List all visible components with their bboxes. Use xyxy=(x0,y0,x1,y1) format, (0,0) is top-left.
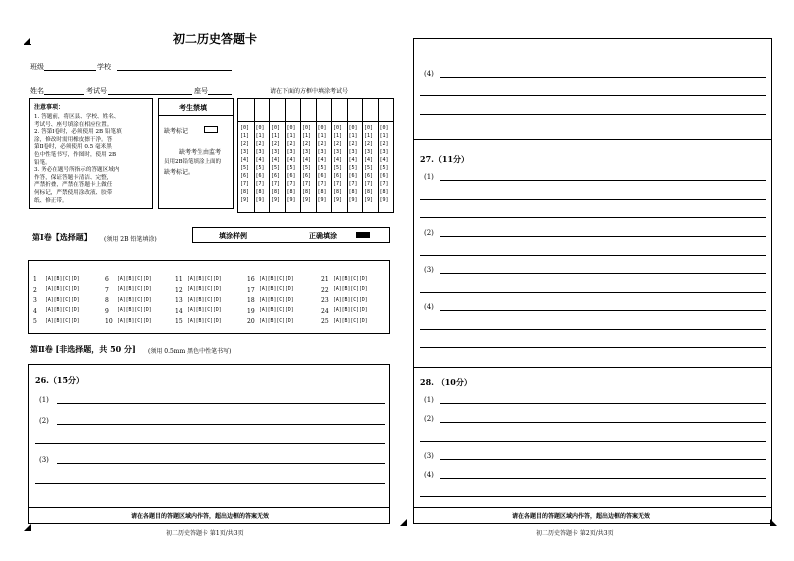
mc-question-number: 7 xyxy=(105,286,109,294)
mc-option-bubbles[interactable]: [A][B][C][D] xyxy=(45,297,80,303)
page-title: 初二历史答题卡 xyxy=(173,32,258,46)
exam-digit-bubble[interactable]: [4] xyxy=(364,157,374,163)
q28-part3-label: (3) xyxy=(424,452,434,460)
mc-option-bubbles[interactable]: [A][B][C][D] xyxy=(259,308,294,313)
exam-digit-bubble[interactable]: [7] xyxy=(333,181,343,187)
mc-option-bubbles[interactable]: [A][B][C][D] xyxy=(45,287,80,292)
exam-digit-bubble[interactable]: [2] xyxy=(240,141,250,147)
exam-digit-bubble[interactable]: [6] xyxy=(379,173,389,179)
mc-question-number: 4 xyxy=(33,307,37,315)
mc-question-number: 21 xyxy=(321,276,329,283)
mc-option-bubbles[interactable]: [A][B][C][D] xyxy=(333,287,368,292)
exam-digit-bubble[interactable]: [6] xyxy=(240,173,250,179)
exam-digit-bubble[interactable]: [0] xyxy=(333,125,343,131)
exam-digit-bubble[interactable]: [3] xyxy=(271,149,281,155)
mc-option-bubbles[interactable]: [A][B][C][D] xyxy=(333,297,368,303)
mc-question-number: 1 xyxy=(33,276,37,283)
exam-digit-bubble[interactable]: [3] xyxy=(255,149,265,155)
exam-digit-bubble[interactable]: [3] xyxy=(379,149,389,155)
page-footer: 初二历史答题卡 第2页/共3页 xyxy=(536,530,614,537)
exam-digit-bubble[interactable]: [1] xyxy=(286,133,296,139)
exam-digit-bubble[interactable]: [8] xyxy=(302,189,312,195)
exam-digit-bubble[interactable]: [9] xyxy=(302,197,312,203)
mc-option-bubbles[interactable]: [A][B][C][D] xyxy=(117,318,152,324)
answer-line[interactable] xyxy=(440,310,766,311)
exam-digit-bubble[interactable]: [9] xyxy=(333,197,343,203)
absent-desc-3: 缺考标记。 xyxy=(164,169,195,176)
q28-part4-label: (4) xyxy=(424,471,434,479)
notes-line: 涂，修改时需用橡皮擦干净。答 xyxy=(34,136,113,143)
mc-option-bubbles[interactable]: [A][B][C][D] xyxy=(333,276,368,282)
exam-digit-bubble[interactable]: [3] xyxy=(348,149,358,155)
mc-option-bubbles[interactable]: [A][B][C][D] xyxy=(117,308,152,313)
mc-option-bubbles[interactable]: [A][B][C][D] xyxy=(117,276,152,282)
exam-digit-bubble[interactable]: [0] xyxy=(302,125,312,131)
exam-digit-bubble[interactable]: [8] xyxy=(255,189,265,195)
mc-question-number: 10 xyxy=(105,318,113,325)
mc-question-number: 17 xyxy=(247,286,255,294)
absent-desc-2: 员用2B铅笔填涂上面的 xyxy=(164,159,222,165)
answer-line[interactable] xyxy=(420,217,766,218)
exam-digit-bubble[interactable]: [3] xyxy=(364,149,374,155)
exam-digit-bubble[interactable]: [9] xyxy=(379,197,389,203)
class-field[interactable] xyxy=(44,70,96,71)
seat-label: 座号 xyxy=(194,87,208,95)
exam-digit-bubble[interactable]: [2] xyxy=(317,141,327,147)
exam-digit-write-box[interactable] xyxy=(331,99,347,121)
mc-question-number: 11 xyxy=(175,276,183,283)
exam-digit-bubble[interactable]: [1] xyxy=(302,133,312,139)
mc-question-number: 18 xyxy=(247,297,255,304)
mc-question-number: 5 xyxy=(33,318,37,325)
exam-digit-bubble[interactable]: [3] xyxy=(317,149,327,155)
exam-digit-bubble[interactable]: [7] xyxy=(302,181,312,187)
answer-line[interactable] xyxy=(420,292,766,293)
mc-question-number: 23 xyxy=(321,297,329,304)
exam-digit-bubble[interactable]: [1] xyxy=(379,133,389,139)
exam-digit-bubble[interactable]: [4] xyxy=(302,157,312,163)
exam-digit-bubble[interactable]: [4] xyxy=(240,157,250,163)
exam-no-field[interactable] xyxy=(108,94,192,95)
answer-line[interactable] xyxy=(420,496,766,497)
exam-digit-bubble[interactable]: [1] xyxy=(240,133,250,139)
mc-question-number: 15 xyxy=(175,318,183,325)
exam-digit-bubble[interactable]: [5] xyxy=(348,165,358,171)
answer-line[interactable] xyxy=(440,77,766,78)
corner-mark xyxy=(24,44,31,45)
mc-question-number: 9 xyxy=(105,307,109,315)
exam-digit-bubble[interactable]: [6] xyxy=(348,173,358,179)
mc-question-number: 13 xyxy=(175,297,183,304)
exam-digit-write-box[interactable] xyxy=(285,99,301,121)
answer-line[interactable] xyxy=(420,199,766,200)
answer-line[interactable] xyxy=(420,441,766,442)
exam-digit-bubble[interactable]: [8] xyxy=(364,189,374,195)
page-footer: 初二历史答题卡 第1页/共3页 xyxy=(166,530,244,537)
absent-mark-label: 缺考标记 xyxy=(164,128,189,135)
q26-part2-line[interactable] xyxy=(57,424,385,425)
q26-box xyxy=(28,364,390,524)
answer-line[interactable] xyxy=(420,114,766,115)
legend-box xyxy=(192,227,390,243)
q27-part2-label: (2) xyxy=(424,229,434,237)
notes-line: 铅笔。 xyxy=(34,159,51,166)
exam-digit-bubble[interactable]: [0] xyxy=(286,125,296,131)
absent-box xyxy=(158,98,234,209)
mc-option-bubbles[interactable]: [A][B][C][D] xyxy=(259,276,294,282)
exam-digit-bubble[interactable]: [6] xyxy=(302,173,312,179)
notes-box xyxy=(29,98,153,209)
mc-question-number: 20 xyxy=(247,318,255,325)
mc-question-number: 14 xyxy=(175,307,183,315)
exam-digit-bubble[interactable]: [5] xyxy=(317,165,327,171)
boundary-notice: 请在各题目的答题区域内作答，超出边框的答案无效 xyxy=(512,513,651,520)
exam-digit-bubble[interactable]: [1] xyxy=(317,133,327,139)
q26-answer-line[interactable] xyxy=(35,483,385,484)
mc-option-bubbles[interactable]: [A][B][C][D] xyxy=(45,276,80,282)
exam-digit-bubble[interactable]: [7] xyxy=(255,181,265,187)
mc-option-bubbles[interactable]: [A][B][C][D] xyxy=(259,318,294,324)
mc-question-number: 3 xyxy=(33,297,37,304)
exam-digit-bubble[interactable]: [9] xyxy=(240,197,250,203)
mc-question-number: 24 xyxy=(321,307,329,315)
exam-digit-bubble[interactable]: [5] xyxy=(333,165,343,171)
notes-line: 2. 答第Ⅰ卷时，必须使用 2B 铅笔填 xyxy=(34,129,122,136)
q27-part3-label: (3) xyxy=(424,266,434,274)
corner-mark xyxy=(770,519,777,526)
legend-sample: 填涂样例 xyxy=(219,231,247,240)
exam-digit-bubble[interactable]: [9] xyxy=(348,197,358,203)
fill-hint: 请在下面的方框中填涂考试号 xyxy=(270,88,349,95)
boundary-notice: 请在各题目的答题区域内作答，超出边框的答案无效 xyxy=(131,513,270,520)
q26-part1-label: (1) xyxy=(39,396,49,404)
exam-digit-bubble[interactable]: [4] xyxy=(271,157,281,163)
exam-digit-bubble[interactable]: [6] xyxy=(271,173,281,179)
answer-line[interactable] xyxy=(420,329,766,330)
answer-line[interactable] xyxy=(440,459,766,460)
exam-digit-bubble[interactable]: [1] xyxy=(255,133,265,139)
right-page-frame xyxy=(413,38,772,524)
exam-digit-bubble[interactable]: [1] xyxy=(271,133,281,139)
exam-digit-bubble[interactable]: [9] xyxy=(286,197,296,203)
section1-note: (须用 2B 铅笔填涂) xyxy=(104,236,157,243)
exam-digit-bubble[interactable]: [5] xyxy=(255,165,265,171)
exam-digit-bubble[interactable]: [1] xyxy=(348,133,358,139)
exam-digit-bubble[interactable]: [7] xyxy=(286,181,296,187)
section1-title: 第Ⅰ卷【选择题】 xyxy=(32,232,92,242)
mc-option-bubbles[interactable]: [A][B][C][D] xyxy=(117,287,152,292)
answer-line[interactable] xyxy=(420,255,766,256)
exam-digit-bubble[interactable]: [0] xyxy=(271,125,281,131)
answer-line[interactable] xyxy=(440,273,766,274)
mc-question-number: 8 xyxy=(105,297,109,304)
corner-mark xyxy=(400,519,407,526)
mc-question-number: 22 xyxy=(321,286,329,294)
exam-digit-bubble[interactable]: [2] xyxy=(379,141,389,147)
exam-digit-bubble[interactable]: [0] xyxy=(379,125,389,131)
exam-digit-bubble[interactable]: [7] xyxy=(364,181,374,187)
exam-digit-bubble[interactable]: [4] xyxy=(348,157,358,163)
exam-digit-bubble[interactable]: [6] xyxy=(317,173,327,179)
exam-digit-bubble[interactable]: [5] xyxy=(302,165,312,171)
q27-part4-label: (4) xyxy=(424,303,434,311)
exam-digit-bubble[interactable]: [1] xyxy=(333,133,343,139)
mc-question-number: 19 xyxy=(247,307,255,315)
exam-digit-bubble[interactable]: [8] xyxy=(379,189,389,195)
legend-correct: 正确填涂 xyxy=(309,231,337,240)
exam-digit-bubble[interactable]: [7] xyxy=(271,181,281,187)
exam-digit-bubble[interactable]: [7] xyxy=(379,181,389,187)
exam-digit-bubble[interactable]: [0] xyxy=(317,125,327,131)
exam-digit-write-box[interactable] xyxy=(269,99,285,121)
corner-mark xyxy=(24,524,31,531)
exam-digit-bubble[interactable]: [5] xyxy=(364,165,374,171)
notes-line: 何标记，严禁使用涂改液、胶带 xyxy=(34,190,113,196)
absent-heading: 考生禁填 xyxy=(179,103,207,112)
exam-digit-bubble[interactable]: [6] xyxy=(286,173,296,179)
q26-part3-label: (3) xyxy=(39,456,49,464)
absent-desc-1: 缺考考生由监考 xyxy=(179,149,222,156)
mc-option-bubbles[interactable]: [A][B][C][D] xyxy=(187,276,222,282)
exam-digit-bubble[interactable]: [2] xyxy=(286,141,296,147)
exam-digit-bubble[interactable]: [6] xyxy=(255,173,265,179)
notes-line: 考试号、座号填涂在相应位置。 xyxy=(34,121,113,128)
exam-digit-bubble[interactable]: [3] xyxy=(302,149,312,155)
exam-digit-bubble[interactable]: [5] xyxy=(240,165,250,171)
exam-digit-bubble[interactable]: [2] xyxy=(302,141,312,147)
exam-number-grid xyxy=(237,98,394,213)
answer-line[interactable] xyxy=(440,180,766,181)
exam-digit-bubble[interactable]: [0] xyxy=(240,125,250,131)
mc-box xyxy=(28,260,390,334)
exam-digit-bubble[interactable]: [8] xyxy=(286,189,296,195)
mc-option-bubbles[interactable]: [A][B][C][D] xyxy=(333,308,368,313)
exam-digit-bubble[interactable]: [2] xyxy=(364,141,374,147)
mc-option-bubbles[interactable]: [A][B][C][D] xyxy=(187,297,222,303)
exam-digit-bubble[interactable]: [0] xyxy=(255,125,265,131)
exam-digit-bubble[interactable]: [2] xyxy=(255,141,265,147)
exam-digit-write-box[interactable] xyxy=(300,99,316,121)
exam-digit-bubble[interactable]: [3] xyxy=(240,149,250,155)
exam-digit-bubble[interactable]: [8] xyxy=(240,189,250,195)
mc-question-number: 6 xyxy=(105,276,109,283)
exam-digit-bubble[interactable]: [7] xyxy=(317,181,327,187)
q26-heading: 26.（15分） xyxy=(35,375,85,385)
answer-line[interactable] xyxy=(440,478,766,479)
mc-question-number: 2 xyxy=(33,286,37,294)
mc-option-bubbles[interactable]: [A][B][C][D] xyxy=(45,308,80,313)
q26-part1-line[interactable] xyxy=(57,403,385,404)
exam-digit-bubble[interactable]: [7] xyxy=(240,181,250,187)
exam-digit-bubble[interactable]: [9] xyxy=(364,197,374,203)
exam-digit-write-box[interactable] xyxy=(347,99,363,121)
mc-question-number: 12 xyxy=(175,286,183,294)
exam-digit-write-box[interactable] xyxy=(316,99,332,121)
notes-line: 3. 务必在题号所指示的答题区域内 xyxy=(34,167,120,174)
exam-digit-bubble[interactable]: [3] xyxy=(333,149,343,155)
q27-part1-label: (1) xyxy=(424,173,434,181)
exam-digit-bubble[interactable]: [8] xyxy=(333,189,343,195)
exam-digit-write-box[interactable] xyxy=(254,99,270,121)
exam-digit-bubble[interactable]: [4] xyxy=(317,157,327,163)
answer-line[interactable] xyxy=(440,236,766,237)
seat-field[interactable] xyxy=(208,94,232,95)
mc-option-bubbles[interactable]: [A][B][C][D] xyxy=(333,318,368,324)
answer-line[interactable] xyxy=(440,422,766,423)
q26-part3-line[interactable] xyxy=(57,463,385,464)
exam-digit-bubble[interactable]: [4] xyxy=(379,157,389,163)
exam-digit-bubble[interactable]: [1] xyxy=(364,133,374,139)
exam-digit-bubble[interactable]: [9] xyxy=(317,197,327,203)
mc-option-bubbles[interactable]: [A][B][C][D] xyxy=(187,318,222,324)
mc-question-number: 25 xyxy=(321,318,329,325)
mc-question-number: 16 xyxy=(247,276,255,283)
exam-digit-bubble[interactable]: [6] xyxy=(364,173,374,179)
answer-line[interactable] xyxy=(420,347,766,348)
notes-line: 第Ⅱ卷时，必须使用 0.5 毫米黑 xyxy=(34,144,112,151)
mc-option-bubbles[interactable]: [A][B][C][D] xyxy=(117,297,152,303)
exam-digit-bubble[interactable]: [2] xyxy=(333,141,343,147)
mc-option-bubbles[interactable]: [A][B][C][D] xyxy=(259,297,294,303)
exam-digit-write-box[interactable] xyxy=(378,99,394,121)
exam-digit-bubble[interactable]: [8] xyxy=(348,189,358,195)
exam-digit-bubble[interactable]: [4] xyxy=(333,157,343,163)
name-label: 姓名 xyxy=(30,87,44,95)
exam-digit-bubble[interactable]: [9] xyxy=(255,197,265,203)
exam-digit-bubble[interactable]: [4] xyxy=(286,157,296,163)
mc-option-bubbles[interactable]: [A][B][C][D] xyxy=(45,318,80,324)
class-label: 班级 xyxy=(30,63,44,71)
notes-line: 严禁折叠，严禁在答题卡上做任 xyxy=(34,182,113,189)
exam-digit-write-box[interactable] xyxy=(238,99,254,121)
exam-digit-bubble[interactable]: [4] xyxy=(255,157,265,163)
notes-line: 1. 答题前，将区县、学校、姓名、 xyxy=(34,114,120,120)
exam-digit-bubble[interactable]: [5] xyxy=(286,165,296,171)
exam-digit-bubble[interactable]: [8] xyxy=(317,189,327,195)
school-label: 学校 xyxy=(97,63,111,71)
school-field[interactable] xyxy=(117,70,232,71)
answer-line[interactable] xyxy=(440,403,766,404)
exam-digit-bubble[interactable]: [6] xyxy=(333,173,343,179)
exam-digit-bubble[interactable]: [2] xyxy=(348,141,358,147)
section2-note: (须用 0.5mm 黑色中性笔书写) xyxy=(148,348,232,355)
exam-digit-bubble[interactable]: [0] xyxy=(348,125,358,131)
mc-option-bubbles[interactable]: [A][B][C][D] xyxy=(187,308,222,313)
notes-heading: 注意事项： xyxy=(34,104,65,111)
q25-part4-label: (4) xyxy=(424,70,434,78)
q26-part2-label: (2) xyxy=(39,417,49,425)
filled-mark-sample xyxy=(356,232,370,238)
exam-digit-bubble[interactable]: [5] xyxy=(379,165,389,171)
q27-heading: 27.（11分） xyxy=(420,154,470,164)
exam-digit-bubble[interactable]: [7] xyxy=(348,181,358,187)
notes-line: 作答，保证答题卡清洁、完整， xyxy=(34,174,113,181)
q28-heading: 28. （10分） xyxy=(420,377,472,387)
mc-option-bubbles[interactable]: [A][B][C][D] xyxy=(187,287,222,292)
q28-part2-label: (2) xyxy=(424,415,434,423)
exam-digit-write-box[interactable] xyxy=(362,99,378,121)
exam-digit-bubble[interactable]: [8] xyxy=(271,189,281,195)
q28-part1-label: (1) xyxy=(424,396,434,404)
exam-digit-bubble[interactable]: [9] xyxy=(271,197,281,203)
exam-digit-bubble[interactable]: [5] xyxy=(271,165,281,171)
exam-digit-bubble[interactable]: [0] xyxy=(364,125,374,131)
exam-no-label: 考试号 xyxy=(86,87,107,95)
exam-digit-bubble[interactable]: [3] xyxy=(286,149,296,155)
notes-line: 纸、修正带。 xyxy=(34,197,68,204)
section2-title: 第Ⅱ卷 [非选择题，共 50 分] xyxy=(30,344,136,354)
absent-mark-checkbox[interactable] xyxy=(204,126,218,133)
exam-digit-bubble[interactable]: [2] xyxy=(271,141,281,147)
mc-option-bubbles[interactable]: [A][B][C][D] xyxy=(259,287,294,292)
answer-line[interactable] xyxy=(420,95,766,96)
notes-line: 色中性笔书写，作图时，使用 2B xyxy=(34,152,117,158)
name-field[interactable] xyxy=(44,94,84,95)
q26-answer-line[interactable] xyxy=(35,443,385,444)
